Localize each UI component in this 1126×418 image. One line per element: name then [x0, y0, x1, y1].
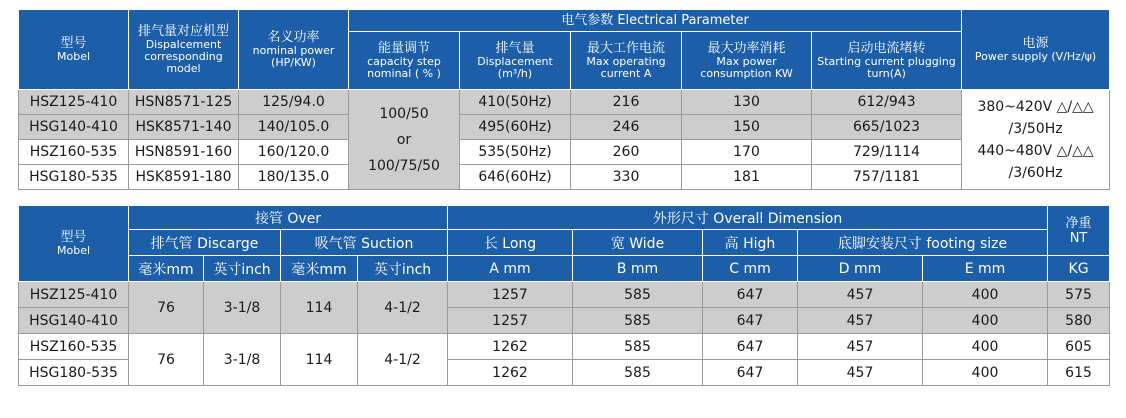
model-cell: HSG140-410	[19, 115, 129, 140]
b-cell: 585	[573, 360, 703, 386]
table-row	[19, 115, 1110, 140]
max-current-header	[571, 32, 682, 90]
model-header	[19, 10, 129, 90]
table-row	[19, 90, 1110, 115]
capacity-line: or	[396, 131, 412, 148]
dimension-header: 外形尺寸 Overall Dimension	[448, 206, 1048, 230]
power-supply-line: 440~480V △/△△	[977, 142, 1094, 159]
power-cell: 180/135.0	[239, 165, 349, 190]
table-row	[19, 282, 1110, 308]
a-cell: 1262	[448, 334, 573, 360]
supply-header	[962, 10, 1110, 90]
disp-model-cell: HSK8591-180	[129, 165, 239, 190]
electrical-header-label: 电气参数 Electrical Parameter	[561, 13, 749, 28]
kg-header: KG	[1048, 256, 1110, 282]
a-header: A mm	[448, 256, 573, 282]
max-power-cell: 130	[682, 90, 812, 115]
displacement-header	[460, 32, 571, 90]
capacity-header-cn: 能量调节	[377, 41, 430, 56]
dimension-table	[18, 205, 1110, 386]
weight-header-cn: 净重	[1065, 215, 1092, 231]
starting-header-cn: 启动电流堵转	[847, 41, 926, 56]
b-header: B mm	[573, 256, 703, 282]
max-current-cell: 330	[571, 165, 682, 190]
max-current-header-cn: 最大工作电流	[586, 41, 665, 56]
d-cell: 457	[798, 334, 923, 360]
starting-header-en: Starting current plugging turn(A)	[817, 55, 956, 80]
c-cell: 647	[703, 360, 798, 386]
capacity-line: 100/75/50	[368, 157, 440, 174]
displacement-cell: 535(50Hz)	[460, 140, 571, 165]
a-cell: 1262	[448, 360, 573, 386]
e-cell: 400	[923, 308, 1048, 334]
disp-model-header	[129, 10, 239, 90]
power-supply-line: /3/60Hz	[1008, 164, 1063, 181]
model-cell: HSZ160-535	[19, 334, 129, 360]
e-header: E mm	[923, 256, 1048, 282]
power-supply-cell	[962, 90, 1110, 190]
c-cell: 647	[703, 308, 798, 334]
pipe-header: 接管 Over	[129, 206, 448, 230]
model-cell: HSZ125-410	[19, 282, 129, 308]
discharge-mm-cell: 76	[129, 282, 204, 334]
footing-header: 底脚安装尺寸 footing size	[798, 230, 1048, 256]
weight-header	[1048, 206, 1110, 256]
power-cell: 160/120.0	[239, 140, 349, 165]
power-cell: 140/105.0	[239, 115, 349, 140]
power-header-en: nominal power (HP/KW)	[252, 44, 335, 69]
model-cell: HSZ160-535	[19, 140, 129, 165]
discharge-inch-header: 英寸inch	[204, 256, 281, 282]
b-cell: 585	[573, 308, 703, 334]
model-header-en: Mobel	[56, 50, 91, 63]
kg-cell: 575	[1048, 282, 1110, 308]
capacity-header	[349, 32, 460, 90]
model-header	[19, 206, 129, 282]
power-supply-line: /3/50Hz	[1008, 120, 1063, 137]
high-header: 高 High	[703, 230, 798, 256]
max-power-header	[682, 32, 812, 90]
table-row	[19, 334, 1110, 360]
disp-model-cell: HSK8571-140	[129, 115, 239, 140]
wide-header: 宽 Wide	[573, 230, 703, 256]
max-power-header-cn: 最大功率消耗	[707, 41, 786, 56]
disp-model-cell: HSN8591-160	[129, 140, 239, 165]
discharge-inch-cell: 3-1/8	[204, 334, 281, 386]
power-header-cn: 名义功率	[267, 30, 320, 45]
weight-header-en: NT	[1069, 230, 1088, 246]
disp-model-header-en: Dispalcement corresponding model	[144, 38, 223, 75]
capacity-header-en: capacity step nominal ( % )	[367, 55, 441, 80]
max-power-header-en: Max power consumption KW	[700, 55, 793, 80]
displacement-cell: 646(60Hz)	[460, 165, 571, 190]
discharge-header: 排气管 Discarge	[129, 230, 281, 256]
d-cell: 457	[798, 282, 923, 308]
starting-cell: 729/1114	[812, 140, 962, 165]
e-cell: 400	[923, 334, 1048, 360]
discharge-mm-cell: 76	[129, 334, 204, 386]
d-cell: 457	[798, 308, 923, 334]
kg-cell: 580	[1048, 308, 1110, 334]
displacement-cell: 410(50Hz)	[460, 90, 571, 115]
capacity-line: 100/50	[379, 105, 429, 122]
suction-mm-cell: 114	[281, 334, 358, 386]
supply-header-en: Power supply (V/Hz/ψ)	[974, 50, 1097, 63]
model-cell: HSG180-535	[19, 360, 129, 386]
max-current-cell: 246	[571, 115, 682, 140]
long-header: 长 Long	[448, 230, 573, 256]
table-row	[19, 165, 1110, 190]
model-header-en: Mobel	[56, 244, 91, 257]
starting-cell: 612/943	[812, 90, 962, 115]
c-cell: 647	[703, 282, 798, 308]
starting-header	[812, 32, 962, 90]
e-cell: 400	[923, 282, 1048, 308]
power-supply-line: 380~420V △/△△	[977, 98, 1094, 115]
starting-cell: 757/1181	[812, 165, 962, 190]
e-cell: 400	[923, 360, 1048, 386]
kg-cell: 615	[1048, 360, 1110, 386]
max-current-header-en: Max operating current A	[586, 55, 666, 80]
max-current-cell: 216	[571, 90, 682, 115]
suction-inch-header: 英寸inch	[358, 256, 448, 282]
max-power-cell: 170	[682, 140, 812, 165]
displacement-header-cn: 排气量	[495, 41, 535, 56]
max-power-cell: 181	[682, 165, 812, 190]
b-cell: 585	[573, 282, 703, 308]
b-cell: 585	[573, 334, 703, 360]
starting-cell: 665/1023	[812, 115, 962, 140]
suction-header: 吸气管 Suction	[281, 230, 448, 256]
displacement-header-en: Displacement (m³/h)	[477, 55, 553, 80]
model-cell: HSZ125-410	[19, 90, 129, 115]
max-current-cell: 260	[571, 140, 682, 165]
discharge-mm-header: 毫米mm	[129, 256, 204, 282]
table-row	[19, 140, 1110, 165]
suction-mm-cell: 114	[281, 282, 358, 334]
electrical-header	[349, 10, 962, 32]
disp-model-header-cn: 排气量对应机型	[137, 24, 229, 39]
discharge-inch-cell: 3-1/8	[204, 282, 281, 334]
power-cell: 125/94.0	[239, 90, 349, 115]
model-header-cn: 型号	[60, 230, 87, 245]
a-cell: 1257	[448, 282, 573, 308]
capacity-cell	[349, 90, 460, 190]
model-cell: HSG140-410	[19, 308, 129, 334]
d-header: D mm	[798, 256, 923, 282]
a-cell: 1257	[448, 308, 573, 334]
d-cell: 457	[798, 360, 923, 386]
max-power-cell: 150	[682, 115, 812, 140]
c-cell: 647	[703, 334, 798, 360]
electrical-table	[18, 9, 1110, 190]
supply-header-cn: 电源	[1022, 36, 1049, 51]
displacement-cell: 495(60Hz)	[460, 115, 571, 140]
disp-model-cell: HSN8571-125	[129, 90, 239, 115]
suction-inch-cell: 4-1/2	[358, 282, 448, 334]
suction-mm-header: 毫米mm	[281, 256, 358, 282]
power-header	[239, 10, 349, 90]
model-header-cn: 型号	[60, 36, 87, 51]
c-header: C mm	[703, 256, 798, 282]
kg-cell: 605	[1048, 334, 1110, 360]
suction-inch-cell: 4-1/2	[358, 334, 448, 386]
model-cell: HSG180-535	[19, 165, 129, 190]
